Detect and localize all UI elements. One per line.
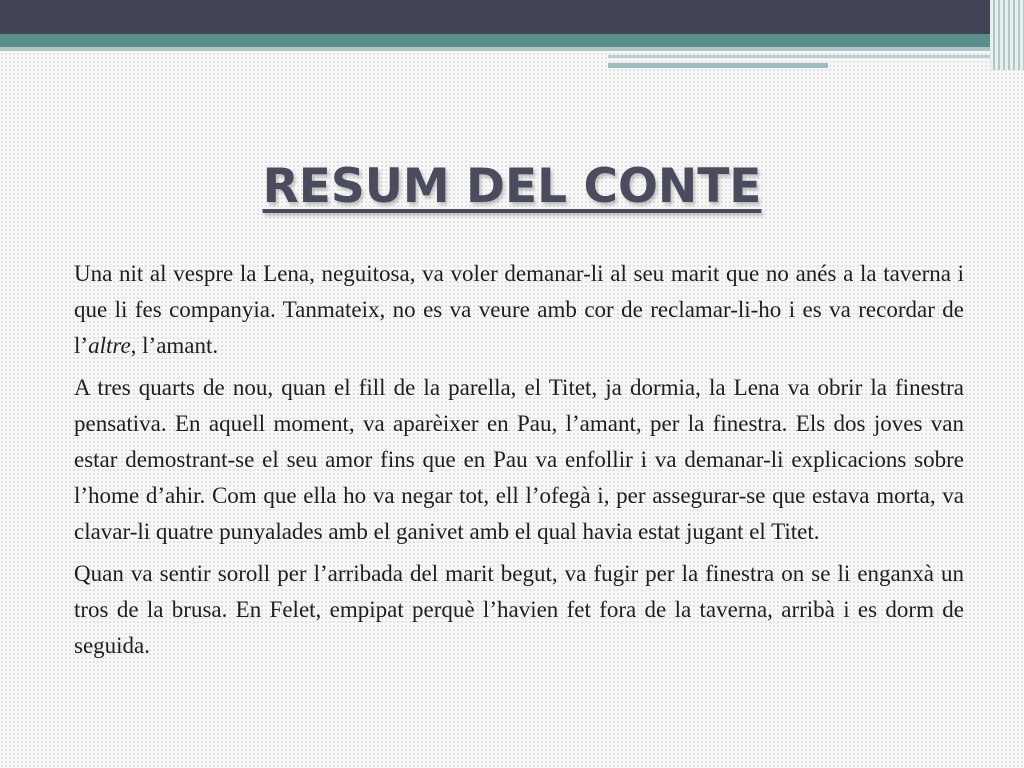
- paragraph-1-italic-word: altre: [88, 333, 131, 358]
- header-banner-light: [0, 47, 1024, 51]
- paragraph-1: [74, 256, 964, 364]
- paragraph-1-text-start: Una nit al vespre la Lena, neguitosa, va voler demanar-li al seu marit que no anés a la taverna i que li fes companyia. Tanmateix, no es va veure amb cor de reclamar-li-ho i es va recordar de l’: [74, 261, 964, 358]
- header-banner-dark: [0, 0, 1024, 34]
- paragraph-2: A tres quarts de nou, quan el fill de la parella, el Titet, ja dormia, la Lena va obrir la finestra pensativa. En aquell moment, va aparèixer en Pau, l’amant, per la finestra. Els dos joves van estar demostrant-se el seu amor fins que en Pau va enfollir i va demanar-li explicacions sobre l’home d’ahir. Com que ella ho va negar tot, ell l’ofegà i, per assegurar-se que estava morta, va clavar-li quatre punyalades amb el ganivet amb el qual havia estat jugant el Titet.: [74, 375, 964, 544]
- slide-body: [74, 256, 964, 670]
- header-stripes-decoration: [990, 0, 1024, 70]
- paragraph-3: Quan va sentir soroll per l’arribada del marit begut, va fugir per la finestra on se li enganxà un tros de la brusa. En Felet, empipat perquè l’havien fet fora de la taverna, arribà i es dorm de seguida.: [74, 561, 964, 658]
- slide-title-text: RESUM DEL CONTE: [262, 159, 762, 214]
- slide-title: [0, 157, 1024, 217]
- paragraph-1-text-end: , l’amant.: [130, 333, 219, 358]
- header-banner-teal: [0, 34, 1024, 47]
- header-accent-line: [608, 55, 998, 58]
- header-accent-line-short: [608, 63, 828, 68]
